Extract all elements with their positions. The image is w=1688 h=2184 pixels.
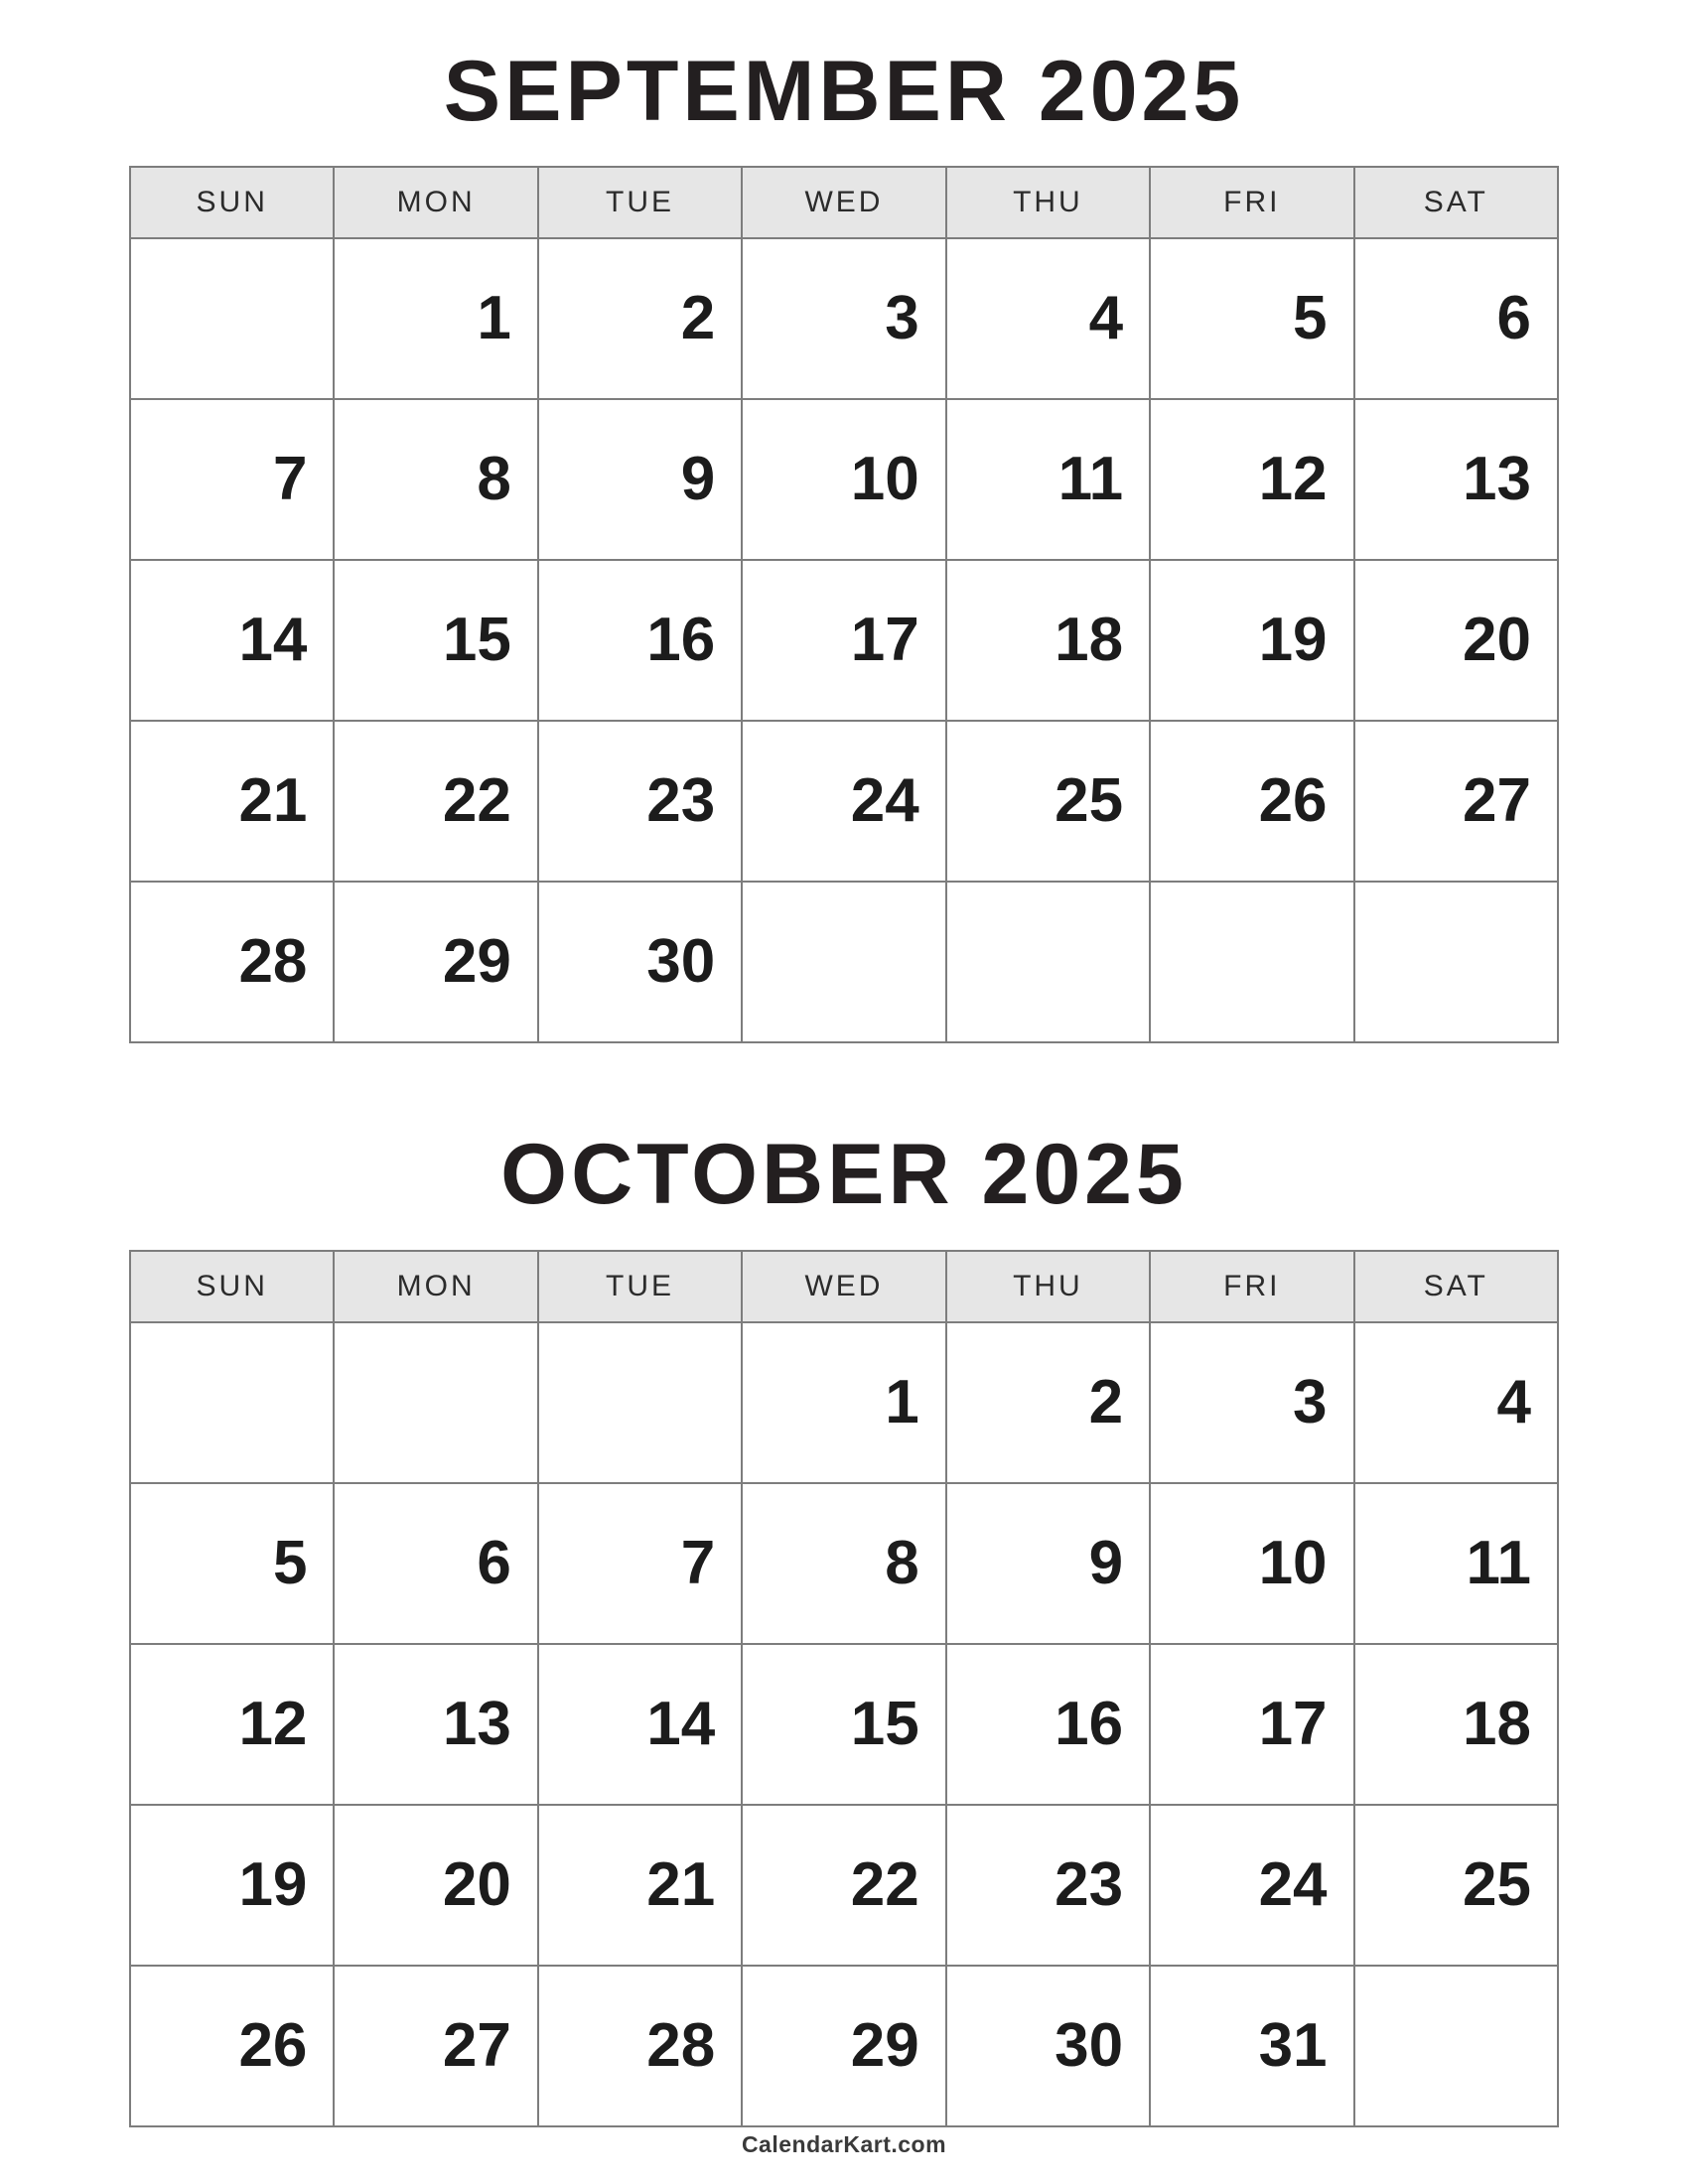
day-cell[interactable]	[334, 1644, 537, 1805]
day-cell[interactable]	[946, 560, 1150, 721]
day-number: 1	[477, 284, 511, 353]
weekday-header-mon: MON	[334, 167, 537, 238]
day-cell[interactable]	[1354, 1322, 1558, 1483]
day-number: 13	[1463, 445, 1531, 514]
day-cell[interactable]	[130, 1644, 334, 1805]
day-cell[interactable]	[742, 560, 945, 721]
day-number: 20	[1463, 606, 1531, 675]
day-cell[interactable]	[130, 238, 334, 399]
day-cell[interactable]	[334, 560, 537, 721]
day-cell[interactable]	[130, 1966, 334, 2126]
day-cell[interactable]	[538, 882, 742, 1042]
day-number: 21	[238, 766, 308, 836]
day-cell[interactable]	[742, 882, 945, 1042]
weekday-header-sat: SAT	[1354, 1251, 1558, 1322]
day-cell[interactable]	[130, 882, 334, 1042]
day-number: 14	[238, 606, 308, 675]
calendar-week-row	[130, 1483, 1558, 1644]
day-number: 6	[1496, 284, 1531, 353]
day-number: 13	[442, 1689, 511, 1758]
weekday-header-tue: TUE	[538, 1251, 742, 1322]
day-number: 21	[646, 1849, 716, 1919]
day-number: 9	[680, 445, 716, 514]
day-number: 28	[646, 2010, 716, 2080]
day-cell[interactable]	[946, 882, 1150, 1042]
day-number: 9	[1088, 1528, 1124, 1597]
day-cell[interactable]	[742, 1644, 945, 1805]
day-cell[interactable]	[538, 399, 742, 560]
day-cell[interactable]	[1354, 399, 1558, 560]
day-number: 2	[1088, 1367, 1124, 1436]
day-number: 5	[272, 1528, 308, 1597]
day-number: 24	[850, 766, 919, 836]
calendar-week-row	[130, 882, 1558, 1042]
day-cell[interactable]	[1150, 882, 1353, 1042]
day-cell[interactable]	[334, 1805, 537, 1966]
day-number: 14	[646, 1689, 716, 1758]
day-cell[interactable]	[1150, 399, 1353, 560]
day-number: 5	[1293, 284, 1328, 353]
day-cell[interactable]	[1354, 238, 1558, 399]
day-number: 6	[477, 1528, 511, 1597]
month-separator	[94, 1043, 1594, 1113]
day-cell[interactable]	[742, 1805, 945, 1966]
day-cell[interactable]	[130, 560, 334, 721]
day-cell[interactable]	[742, 1322, 945, 1483]
day-number: 4	[1088, 284, 1124, 353]
day-number: 22	[442, 766, 511, 836]
day-cell[interactable]	[1150, 1644, 1353, 1805]
calendar-table-october	[129, 1250, 1559, 2127]
day-number: 7	[272, 445, 308, 514]
day-number: 17	[1258, 1689, 1328, 1758]
weekday-header-row	[130, 1251, 1558, 1322]
month-block-october	[94, 1113, 1594, 2126]
day-cell[interactable]	[742, 1483, 945, 1644]
day-cell[interactable]	[538, 1644, 742, 1805]
day-cell[interactable]	[334, 1483, 537, 1644]
calendar-week-row	[130, 1644, 1558, 1805]
day-cell[interactable]	[946, 1805, 1150, 1966]
day-number: 23	[1055, 1849, 1124, 1919]
day-number: 27	[1463, 766, 1531, 836]
weekday-header-wed: WED	[742, 167, 945, 238]
day-number: 30	[1055, 2010, 1124, 2080]
day-cell[interactable]	[946, 1966, 1150, 2126]
day-number: 12	[238, 1689, 308, 1758]
day-cell[interactable]	[538, 1966, 742, 2126]
day-cell[interactable]	[1354, 1805, 1558, 1966]
day-number: 3	[1293, 1367, 1328, 1436]
day-cell[interactable]	[334, 882, 537, 1042]
day-cell[interactable]	[130, 1322, 334, 1483]
weekday-header-tue: TUE	[538, 167, 742, 238]
day-cell[interactable]	[538, 560, 742, 721]
day-number: 29	[442, 927, 511, 997]
day-number: 2	[680, 284, 716, 353]
day-cell[interactable]	[946, 1644, 1150, 1805]
weekday-header-wed: WED	[742, 1251, 945, 1322]
day-cell[interactable]	[538, 238, 742, 399]
day-number: 18	[1055, 606, 1124, 675]
day-cell[interactable]	[334, 1322, 537, 1483]
day-cell[interactable]	[1150, 1966, 1353, 2126]
weekday-header-thu: THU	[946, 1251, 1150, 1322]
day-number: 1	[885, 1367, 919, 1436]
day-number: 30	[646, 927, 716, 997]
day-number: 25	[1055, 766, 1124, 836]
footer-credit: CalendarKart.com	[741, 2131, 947, 2157]
day-cell[interactable]	[334, 721, 537, 882]
day-number: 15	[850, 1689, 919, 1758]
day-number: 26	[238, 2010, 308, 2080]
day-number: 16	[646, 606, 716, 675]
day-number: 16	[1055, 1689, 1124, 1758]
day-cell[interactable]	[130, 1483, 334, 1644]
day-cell[interactable]	[1354, 1644, 1558, 1805]
day-cell[interactable]	[1150, 1322, 1353, 1483]
day-number: 12	[1258, 445, 1328, 514]
day-number: 19	[238, 1849, 308, 1919]
day-cell[interactable]	[946, 238, 1150, 399]
day-number: 7	[680, 1528, 716, 1597]
day-number: 11	[1466, 1528, 1531, 1597]
month-title-october: OCTOBER 2025	[500, 1127, 1188, 1223]
weekday-header-mon: MON	[334, 1251, 537, 1322]
day-cell[interactable]	[538, 1322, 742, 1483]
day-cell[interactable]	[1150, 560, 1353, 721]
weekday-header-sat: SAT	[1354, 167, 1558, 238]
day-cell[interactable]	[1150, 238, 1353, 399]
calendar-week-row	[130, 560, 1558, 721]
day-number: 15	[442, 606, 511, 675]
day-cell[interactable]	[742, 399, 945, 560]
day-cell[interactable]	[946, 399, 1150, 560]
day-number: 10	[850, 445, 919, 514]
weekday-header-row	[130, 167, 1558, 238]
day-number: 8	[477, 445, 511, 514]
day-cell[interactable]	[946, 1322, 1150, 1483]
footer	[94, 2131, 1594, 2184]
day-number: 26	[1258, 766, 1328, 836]
day-cell[interactable]	[742, 1966, 945, 2126]
calendar-week-row	[130, 721, 1558, 882]
day-number: 22	[850, 1849, 919, 1919]
calendar-week-row	[130, 1805, 1558, 1966]
day-number: 18	[1463, 1689, 1531, 1758]
day-cell[interactable]	[538, 721, 742, 882]
day-cell[interactable]	[130, 399, 334, 560]
month-title-september: SEPTEMBER 2025	[443, 44, 1245, 139]
day-number: 23	[646, 766, 716, 836]
day-cell[interactable]	[334, 238, 537, 399]
day-cell[interactable]	[334, 1966, 537, 2126]
calendar-table-september	[129, 166, 1559, 1043]
day-number: 10	[1258, 1528, 1328, 1597]
day-cell[interactable]	[742, 721, 945, 882]
calendar-week-row	[130, 399, 1558, 560]
day-cell[interactable]	[1150, 721, 1353, 882]
day-number: 25	[1463, 1849, 1531, 1919]
day-number: 20	[442, 1849, 511, 1919]
day-cell[interactable]	[334, 399, 537, 560]
day-cell[interactable]	[538, 1805, 742, 1966]
day-number: 28	[238, 927, 308, 997]
weekday-header-fri: FRI	[1150, 1251, 1353, 1322]
day-cell[interactable]	[1150, 1805, 1353, 1966]
day-cell[interactable]	[538, 1483, 742, 1644]
day-number: 31	[1258, 2010, 1328, 2080]
weekday-header-thu: THU	[946, 167, 1150, 238]
day-number: 24	[1258, 1849, 1328, 1919]
calendar-week-row	[130, 1322, 1558, 1483]
day-cell[interactable]	[946, 721, 1150, 882]
weekday-header-sun: SUN	[130, 1251, 334, 1322]
day-cell[interactable]	[1354, 882, 1558, 1042]
day-cell[interactable]	[1354, 1483, 1558, 1644]
day-number: 3	[885, 284, 919, 353]
calendar-week-row	[130, 238, 1558, 399]
day-cell[interactable]	[946, 1483, 1150, 1644]
day-number: 11	[1057, 445, 1124, 514]
weekday-header-fri: FRI	[1150, 167, 1353, 238]
day-number: 19	[1258, 606, 1328, 675]
day-cell[interactable]	[742, 238, 945, 399]
day-cell[interactable]	[1354, 1966, 1558, 2126]
day-number: 27	[442, 2010, 511, 2080]
month-block-september	[94, 30, 1594, 1043]
day-cell[interactable]	[1354, 721, 1558, 882]
day-cell[interactable]	[130, 721, 334, 882]
calendar-week-row	[130, 1966, 1558, 2126]
day-cell[interactable]	[1354, 560, 1558, 721]
day-number: 17	[850, 606, 919, 675]
day-cell[interactable]	[130, 1805, 334, 1966]
day-number: 8	[885, 1528, 919, 1597]
day-number: 4	[1496, 1367, 1531, 1436]
day-number: 29	[850, 2010, 919, 2080]
weekday-header-sun: SUN	[130, 167, 334, 238]
day-cell[interactable]	[1150, 1483, 1353, 1644]
